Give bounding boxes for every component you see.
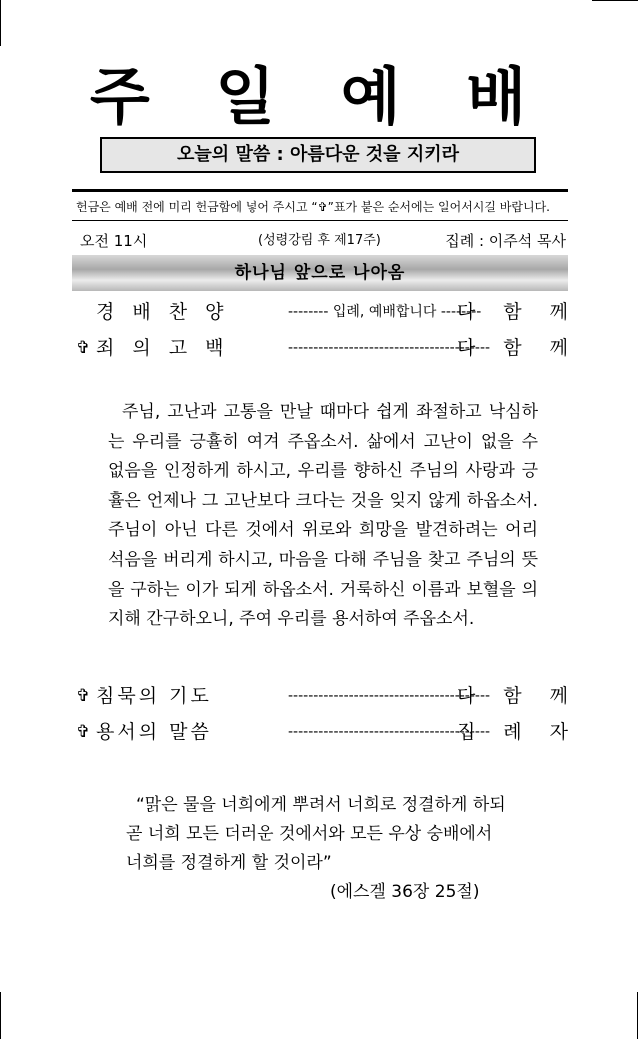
- scripture-quote: [126, 791, 526, 878]
- sermon-theme-box: 오늘의 말씀 : 아름다운 것을 지키라: [100, 137, 536, 173]
- divider-thin: [72, 220, 568, 221]
- order-item-leader: ----------------------------------------: [288, 688, 491, 704]
- offering-notice: 헌금은 예배 전에 미리 헌금함에 넣어 주시고 “✞”표가 붙은 순서에는 일어서시길 바랍니다.: [76, 200, 550, 214]
- liturgical-season: (성령강림 후 제17주): [258, 233, 381, 248]
- cross-icon: ✞: [76, 686, 91, 706]
- order-item-leader: ----------------------------------------: [288, 340, 491, 356]
- officiant: 집례 : 이주석 목사: [445, 232, 566, 250]
- scripture-line: 너희를 정결하게 할 것이라”: [126, 853, 332, 873]
- service-time: 오전 11시: [80, 232, 148, 250]
- prayer-text: 주님, 고난과 고통을 만날 때마다 쉽게 좌절하고 낙심하는 우리를 긍휼히 여겨 주옵소서. 삶에서 고난이 없을 수 없음을 인정하게 하시고, 우리를 향하신 주님의 사랑과 긍휼은 언제나 그 고난보다 크다는 것을 잊지 않게 하옵소서. 주님이 아닌 다른 것에서 위로와 희망을 발견하려는 어리석음을 버리게 하시고, 마음을 다해 주님을 찾고 주님의 뜻을 구하는 이가 되게 하옵소서. 거룩하신 이름과 보혈을 의지해 간구하오니, 주여 우리를 용서하여 주옵소서.: [108, 402, 538, 630]
- order-item-confession: [76, 334, 596, 362]
- order-item-leader: ----------------------------------------: [288, 724, 491, 740]
- order-item-silent-prayer: [76, 682, 596, 710]
- service-info: [80, 231, 566, 253]
- order-item-leader: -------- 입례, 예배합니다 --------: [288, 304, 482, 320]
- order-item-label: 용서의 말씀: [96, 721, 212, 743]
- divider-thick: [72, 189, 568, 192]
- cross-icon: ✞: [76, 722, 91, 742]
- order-item-responsible: 다함께: [456, 301, 596, 323]
- cross-icon: ✞: [76, 338, 91, 358]
- confession-prayer: [108, 398, 538, 635]
- order-item-label: 침묵의 기도: [96, 685, 212, 707]
- section-banner: 하나님 앞으로 나아옴: [72, 255, 568, 291]
- scripture-line: “맑은 물을 너희에게 뿌려서 너희로 정결하게 하되: [136, 795, 506, 815]
- crop-mark-bottom-left: [0, 992, 1, 1039]
- order-item-praise: [76, 298, 596, 326]
- order-item-responsible: 집례자: [456, 721, 596, 743]
- order-item-label: 경 배 찬 양: [96, 301, 230, 323]
- order-item-absolution: [76, 718, 596, 746]
- crop-mark-top-right: [592, 0, 638, 1]
- order-item-responsible: 다함께: [456, 337, 596, 359]
- page-title: 주 일 예 배: [89, 60, 549, 133]
- scripture-line: 곧 너희 모든 더러운 것에서와 모든 우상 숭배에서: [126, 824, 493, 844]
- crop-mark-top-left: [0, 0, 1, 46]
- order-item-responsible: 다함께: [456, 685, 596, 707]
- scripture-reference: (에스겔 36장 25절): [330, 882, 480, 902]
- order-item-label: 죄 의 고 백: [96, 337, 230, 359]
